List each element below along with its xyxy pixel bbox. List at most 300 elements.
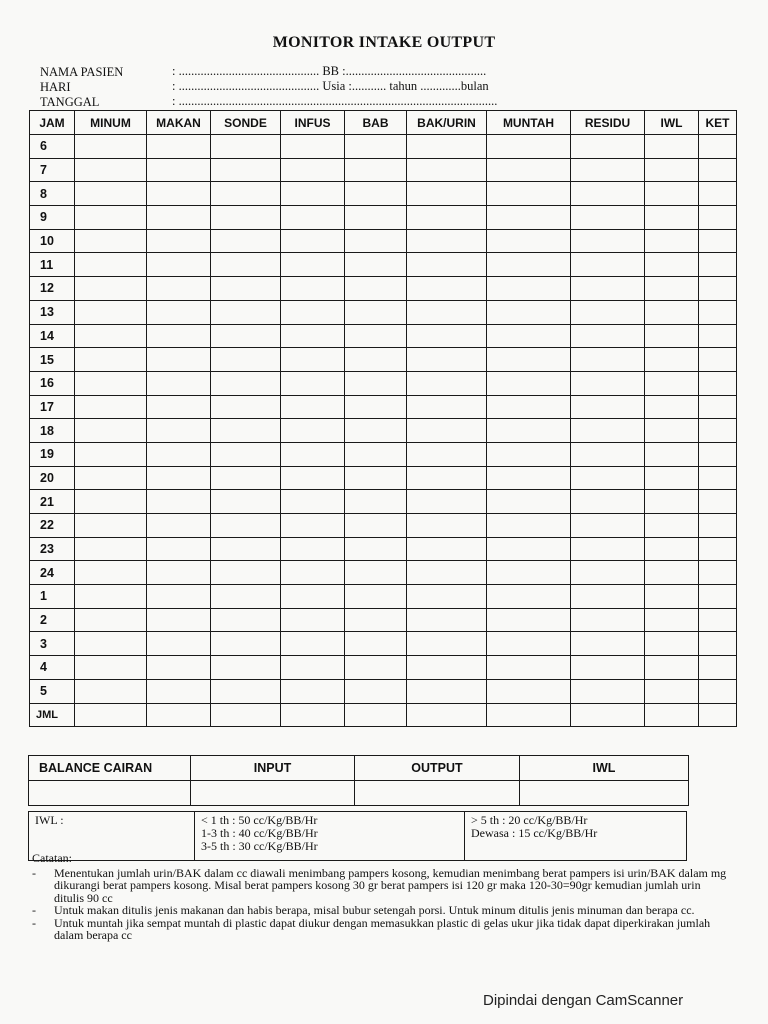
entry-cell[interactable] [281, 442, 345, 466]
entry-cell[interactable] [571, 135, 645, 159]
table-row [30, 324, 737, 348]
hour-label: 7 [30, 158, 75, 182]
balance-input-cell[interactable] [191, 781, 355, 806]
entry-cell[interactable] [487, 229, 571, 253]
entry-cell[interactable] [345, 324, 407, 348]
entry-cell[interactable] [75, 371, 147, 395]
entry-cell[interactable] [407, 537, 487, 561]
entry-cell[interactable] [147, 371, 211, 395]
table-row [30, 419, 737, 443]
entry-cell[interactable] [211, 561, 281, 585]
entry-cell[interactable] [211, 632, 281, 656]
entry-cell[interactable] [281, 277, 345, 301]
entry-cell[interactable] [407, 490, 487, 514]
entry-cell[interactable] [281, 608, 345, 632]
entry-cell[interactable] [699, 135, 737, 159]
iwl-rate-3-5: 3-5 th : 30 cc/Kg/BB/Hr [201, 839, 318, 853]
entry-cell[interactable] [699, 348, 737, 372]
entry-cell[interactable] [211, 229, 281, 253]
entry-cell[interactable] [571, 300, 645, 324]
entry-cell[interactable] [281, 158, 345, 182]
entry-cell[interactable] [699, 632, 737, 656]
balance-iwl-cell[interactable] [520, 781, 689, 806]
entry-cell[interactable] [645, 608, 699, 632]
entry-cell[interactable] [645, 253, 699, 277]
table-row [30, 442, 737, 466]
entry-cell[interactable] [345, 442, 407, 466]
tanggal-field: : ...................................................................................................... [172, 94, 498, 108]
entry-cell[interactable] [147, 300, 211, 324]
entry-cell[interactable] [211, 135, 281, 159]
entry-cell[interactable] [407, 229, 487, 253]
hour-label: 21 [30, 490, 75, 514]
balance-cell[interactable] [29, 781, 191, 806]
entry-cell[interactable] [487, 537, 571, 561]
entry-cell[interactable] [147, 229, 211, 253]
entry-cell[interactable] [211, 514, 281, 538]
entry-cell[interactable] [345, 561, 407, 585]
hour-label: 15 [30, 348, 75, 372]
entry-cell[interactable] [147, 585, 211, 609]
entry-cell[interactable] [147, 490, 211, 514]
entry-cell[interactable] [75, 490, 147, 514]
entry-cell[interactable] [699, 537, 737, 561]
entry-cell[interactable] [487, 253, 571, 277]
entry-cell[interactable] [699, 608, 737, 632]
entry-cell[interactable] [699, 158, 737, 182]
entry-cell[interactable] [487, 442, 571, 466]
entry-cell[interactable] [75, 135, 147, 159]
camscanner-watermark: Dipindai dengan CamScanner [483, 992, 684, 1009]
entry-cell[interactable] [147, 135, 211, 159]
entry-cell[interactable] [211, 371, 281, 395]
entry-cell[interactable] [571, 419, 645, 443]
entry-cell[interactable] [345, 135, 407, 159]
entry-cell[interactable] [571, 585, 645, 609]
entry-cell[interactable] [699, 206, 737, 230]
entry-cell[interactable] [345, 158, 407, 182]
entry-cell[interactable] [147, 442, 211, 466]
entry-cell[interactable] [487, 632, 571, 656]
entry-cell[interactable] [281, 656, 345, 680]
entry-cell[interactable] [645, 135, 699, 159]
entry-cell[interactable] [487, 585, 571, 609]
entry-cell[interactable] [211, 348, 281, 372]
balance-table [28, 755, 689, 806]
entry-cell[interactable] [571, 182, 645, 206]
entry-cell[interactable] [147, 608, 211, 632]
note-makan-minum: Untuk makan ditulis jenis makanan dan habis berapa, misal bubur setengah porsi. Untuk minum ditulis jenis minuman dan berapa cc. [54, 903, 695, 917]
entry-cell[interactable] [281, 632, 345, 656]
entry-cell[interactable] [645, 182, 699, 206]
entry-cell[interactable] [571, 466, 645, 490]
hour-label: 22 [30, 514, 75, 538]
entry-cell[interactable] [75, 656, 147, 680]
entry-cell[interactable] [645, 371, 699, 395]
entry-cell[interactable] [571, 371, 645, 395]
entry-cell[interactable] [281, 703, 345, 727]
hour-label: 17 [30, 395, 75, 419]
balance-label: BALANCE CAIRAN [29, 756, 191, 781]
balance-input-header: INPUT [191, 756, 355, 781]
entry-cell[interactable] [75, 324, 147, 348]
entry-cell[interactable] [645, 348, 699, 372]
entry-cell[interactable] [75, 442, 147, 466]
entry-cell[interactable] [407, 608, 487, 632]
entry-cell[interactable] [699, 679, 737, 703]
entry-cell[interactable] [645, 514, 699, 538]
entry-cell[interactable] [345, 632, 407, 656]
column-header-bab: BAB [345, 111, 407, 135]
entry-cell[interactable] [75, 561, 147, 585]
entry-cell[interactable] [571, 158, 645, 182]
entry-cell[interactable] [699, 395, 737, 419]
entry-cell[interactable] [211, 277, 281, 301]
entry-cell[interactable] [487, 300, 571, 324]
entry-cell[interactable] [487, 490, 571, 514]
entry-cell[interactable] [345, 490, 407, 514]
entry-cell[interactable] [75, 395, 147, 419]
entry-cell[interactable] [571, 608, 645, 632]
entry-cell[interactable] [407, 585, 487, 609]
entry-cell[interactable] [211, 442, 281, 466]
entry-cell[interactable] [407, 395, 487, 419]
entry-cell[interactable] [571, 442, 645, 466]
table-row [30, 679, 737, 703]
balance-output-cell[interactable] [355, 781, 520, 806]
table-row [30, 490, 737, 514]
entry-cell[interactable] [75, 182, 147, 206]
entry-cell[interactable] [571, 277, 645, 301]
entry-cell[interactable] [487, 419, 571, 443]
entry-cell[interactable] [147, 419, 211, 443]
entry-cell[interactable] [571, 514, 645, 538]
entry-cell[interactable] [571, 395, 645, 419]
entry-cell[interactable] [645, 585, 699, 609]
intake-output-table [29, 110, 737, 727]
entry-cell[interactable] [147, 561, 211, 585]
entry-cell[interactable] [699, 182, 737, 206]
entry-cell[interactable] [699, 253, 737, 277]
hour-label: 20 [30, 466, 75, 490]
entry-cell[interactable] [407, 466, 487, 490]
entry-cell[interactable] [407, 158, 487, 182]
entry-cell[interactable] [147, 679, 211, 703]
balance-value-row [29, 781, 689, 806]
entry-cell[interactable] [407, 419, 487, 443]
balance-iwl-header: IWL [520, 756, 689, 781]
entry-cell[interactable] [699, 585, 737, 609]
entry-cell[interactable] [487, 514, 571, 538]
entry-cell[interactable] [645, 656, 699, 680]
entry-cell[interactable] [699, 419, 737, 443]
entry-cell[interactable] [487, 395, 571, 419]
entry-cell[interactable] [407, 703, 487, 727]
entry-cell[interactable] [645, 419, 699, 443]
entry-cell[interactable] [75, 514, 147, 538]
entry-cell[interactable] [407, 182, 487, 206]
entry-cell[interactable] [571, 490, 645, 514]
entry-cell[interactable] [75, 703, 147, 727]
entry-cell[interactable] [487, 348, 571, 372]
entry-cell[interactable] [75, 632, 147, 656]
entry-cell[interactable] [645, 490, 699, 514]
entry-cell[interactable] [407, 300, 487, 324]
entry-cell[interactable] [281, 135, 345, 159]
entry-cell[interactable] [211, 656, 281, 680]
entry-cell[interactable] [281, 371, 345, 395]
entry-cell[interactable] [699, 514, 737, 538]
table-row [30, 395, 737, 419]
entry-cell[interactable] [345, 466, 407, 490]
entry-cell[interactable] [645, 466, 699, 490]
entry-cell[interactable] [75, 679, 147, 703]
entry-cell[interactable] [571, 206, 645, 230]
entry-cell[interactable] [211, 585, 281, 609]
entry-cell[interactable] [211, 419, 281, 443]
entry-cell[interactable] [147, 632, 211, 656]
entry-cell[interactable] [487, 158, 571, 182]
nama-bb-field: : ............................................. BB :............................................. [172, 64, 487, 78]
entry-cell[interactable] [345, 656, 407, 680]
column-header-jam: JAM [30, 111, 75, 135]
entry-cell[interactable] [75, 585, 147, 609]
entry-cell[interactable] [281, 182, 345, 206]
entry-cell[interactable] [281, 419, 345, 443]
entry-cell[interactable] [487, 679, 571, 703]
column-header-sonde: SONDE [211, 111, 281, 135]
entry-cell[interactable] [407, 514, 487, 538]
entry-cell[interactable] [487, 324, 571, 348]
entry-cell[interactable] [147, 395, 211, 419]
entry-cell[interactable] [571, 229, 645, 253]
entry-cell[interactable] [281, 253, 345, 277]
entry-cell[interactable] [345, 253, 407, 277]
hour-label: 12 [30, 277, 75, 301]
entry-cell[interactable] [345, 395, 407, 419]
entry-cell[interactable] [487, 703, 571, 727]
entry-cell[interactable] [699, 442, 737, 466]
entry-cell[interactable] [211, 158, 281, 182]
entry-cell[interactable] [75, 348, 147, 372]
entry-cell[interactable] [147, 348, 211, 372]
entry-cell[interactable] [487, 608, 571, 632]
entry-cell[interactable] [147, 324, 211, 348]
entry-cell[interactable] [487, 371, 571, 395]
entry-cell[interactable] [75, 466, 147, 490]
entry-cell[interactable] [281, 395, 345, 419]
catatan-note: - Untuk muntah jika sempat muntah di plastic dapat diukur dengan memasukkan plastic di gelas ukur jika tidak dapat diperkirakan jumlah dalam berapa cc [32, 917, 732, 942]
entry-cell[interactable] [407, 561, 487, 585]
entry-cell[interactable] [699, 656, 737, 680]
entry-cell[interactable] [571, 324, 645, 348]
entry-cell[interactable] [281, 561, 345, 585]
entry-cell[interactable] [147, 656, 211, 680]
entry-cell[interactable] [645, 277, 699, 301]
entry-cell[interactable] [281, 585, 345, 609]
entry-cell[interactable] [487, 466, 571, 490]
entry-cell[interactable] [407, 135, 487, 159]
entry-cell[interactable] [699, 277, 737, 301]
entry-cell[interactable] [75, 158, 147, 182]
entry-cell[interactable] [571, 253, 645, 277]
entry-cell[interactable] [147, 206, 211, 230]
entry-cell[interactable] [645, 442, 699, 466]
entry-cell[interactable] [345, 300, 407, 324]
entry-cell[interactable] [211, 703, 281, 727]
entry-cell[interactable] [281, 514, 345, 538]
entry-cell[interactable] [75, 206, 147, 230]
entry-cell[interactable] [75, 608, 147, 632]
entry-cell[interactable] [699, 371, 737, 395]
entry-cell[interactable] [571, 537, 645, 561]
entry-cell[interactable] [211, 206, 281, 230]
entry-cell[interactable] [699, 324, 737, 348]
entry-cell[interactable] [345, 419, 407, 443]
tanggal-label: TANGGAL [40, 95, 100, 109]
entry-cell[interactable] [345, 703, 407, 727]
entry-cell[interactable] [147, 703, 211, 727]
entry-cell[interactable] [345, 277, 407, 301]
entry-cell[interactable] [407, 348, 487, 372]
entry-cell[interactable] [75, 300, 147, 324]
entry-cell[interactable] [571, 561, 645, 585]
entry-cell[interactable] [75, 419, 147, 443]
entry-cell[interactable] [147, 466, 211, 490]
entry-cell[interactable] [407, 206, 487, 230]
entry-cell[interactable] [281, 324, 345, 348]
entry-cell[interactable] [645, 632, 699, 656]
table-row [30, 135, 737, 159]
entry-cell[interactable] [407, 632, 487, 656]
entry-cell[interactable] [699, 490, 737, 514]
entry-cell[interactable] [211, 537, 281, 561]
catatan-note: - Untuk makan ditulis jenis makanan dan habis berapa, misal bubur setengah porsi. Untuk minum ditulis jenis minuman dan berapa cc. [32, 904, 732, 917]
entry-cell[interactable] [407, 442, 487, 466]
entry-cell[interactable] [281, 466, 345, 490]
entry-cell[interactable] [487, 561, 571, 585]
entry-cell[interactable] [571, 656, 645, 680]
entry-cell[interactable] [407, 324, 487, 348]
entry-cell[interactable] [487, 135, 571, 159]
hour-label: 2 [30, 608, 75, 632]
entry-cell[interactable] [211, 300, 281, 324]
hour-label: 19 [30, 442, 75, 466]
entry-cell[interactable] [407, 656, 487, 680]
entry-cell[interactable] [211, 679, 281, 703]
entry-cell[interactable] [147, 182, 211, 206]
entry-cell[interactable] [699, 300, 737, 324]
catatan-heading: Catatan: [32, 851, 72, 865]
entry-cell[interactable] [147, 514, 211, 538]
entry-cell[interactable] [571, 632, 645, 656]
table-row [30, 656, 737, 680]
entry-cell[interactable] [699, 466, 737, 490]
entry-cell[interactable] [645, 158, 699, 182]
entry-cell[interactable] [75, 253, 147, 277]
entry-cell[interactable] [345, 537, 407, 561]
entry-cell[interactable] [487, 182, 571, 206]
entry-cell[interactable] [281, 229, 345, 253]
hour-label: 18 [30, 419, 75, 443]
entry-cell[interactable] [645, 206, 699, 230]
entry-cell[interactable] [211, 253, 281, 277]
entry-cell[interactable] [281, 300, 345, 324]
entry-cell[interactable] [487, 206, 571, 230]
table-row [30, 206, 737, 230]
table-row [30, 348, 737, 372]
entry-cell[interactable] [645, 300, 699, 324]
entry-cell[interactable] [75, 537, 147, 561]
entry-cell[interactable] [211, 395, 281, 419]
entry-cell[interactable] [571, 679, 645, 703]
entry-cell[interactable] [571, 703, 645, 727]
entry-cell[interactable] [281, 490, 345, 514]
entry-cell[interactable] [645, 324, 699, 348]
entry-cell[interactable] [699, 561, 737, 585]
entry-cell[interactable] [281, 679, 345, 703]
entry-cell[interactable] [147, 158, 211, 182]
entry-cell[interactable] [75, 229, 147, 253]
table-row [30, 182, 737, 206]
entry-cell[interactable] [211, 324, 281, 348]
entry-cell[interactable] [147, 253, 211, 277]
entry-cell[interactable] [345, 514, 407, 538]
entry-cell[interactable] [645, 537, 699, 561]
entry-cell[interactable] [407, 253, 487, 277]
entry-cell[interactable] [211, 466, 281, 490]
entry-cell[interactable] [211, 182, 281, 206]
hour-label: 14 [30, 324, 75, 348]
entry-cell[interactable] [147, 537, 211, 561]
entry-cell[interactable] [211, 608, 281, 632]
entry-cell[interactable] [75, 277, 147, 301]
hour-label: 8 [30, 182, 75, 206]
entry-cell[interactable] [645, 703, 699, 727]
entry-cell[interactable] [699, 703, 737, 727]
iwl-rate-over-5: > 5 th : 20 cc/Kg/BB/Hr [471, 813, 588, 827]
entry-cell[interactable] [345, 679, 407, 703]
entry-cell[interactable] [211, 490, 281, 514]
entry-cell[interactable] [281, 537, 345, 561]
entry-cell[interactable] [345, 371, 407, 395]
entry-cell[interactable] [345, 229, 407, 253]
entry-cell[interactable] [645, 395, 699, 419]
entry-cell[interactable] [645, 679, 699, 703]
entry-cell[interactable] [345, 206, 407, 230]
entry-cell[interactable] [281, 348, 345, 372]
entry-cell[interactable] [645, 229, 699, 253]
entry-cell[interactable] [571, 348, 645, 372]
catatan-section [32, 852, 732, 942]
table-row [30, 466, 737, 490]
total-row [30, 703, 737, 727]
entry-cell[interactable] [345, 348, 407, 372]
table-row [30, 537, 737, 561]
entry-cell[interactable] [699, 229, 737, 253]
entry-cell[interactable] [281, 206, 345, 230]
entry-cell[interactable] [407, 371, 487, 395]
entry-cell[interactable] [645, 561, 699, 585]
entry-cell[interactable] [487, 277, 571, 301]
entry-cell[interactable] [487, 656, 571, 680]
entry-cell[interactable] [147, 277, 211, 301]
entry-cell[interactable] [345, 608, 407, 632]
entry-cell[interactable] [407, 277, 487, 301]
entry-cell[interactable] [407, 679, 487, 703]
entry-cell[interactable] [345, 585, 407, 609]
entry-cell[interactable] [345, 182, 407, 206]
